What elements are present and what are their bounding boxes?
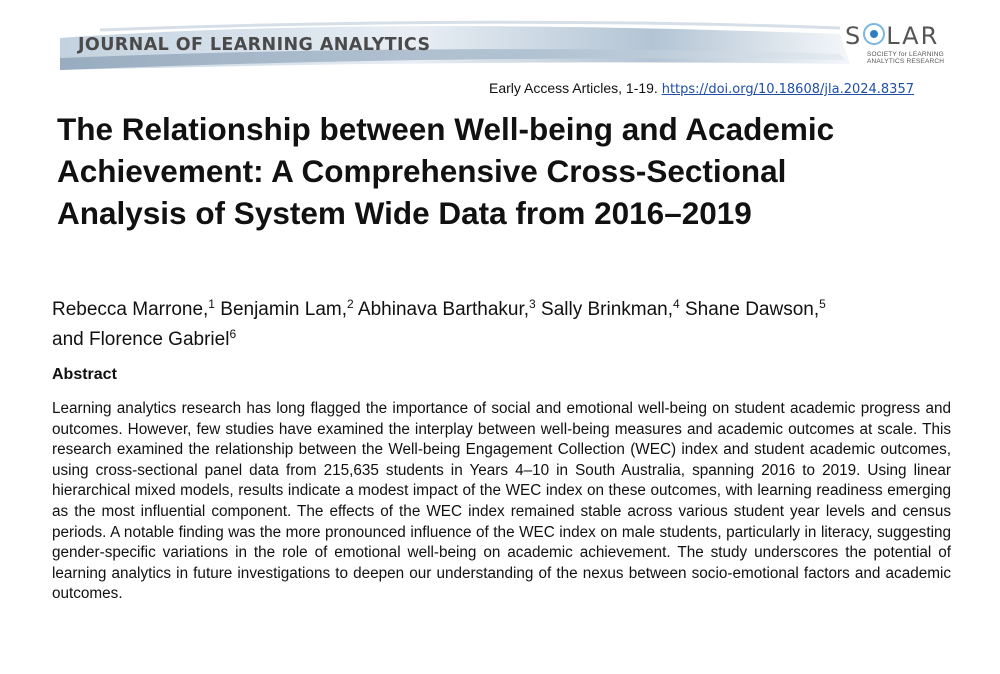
author: Shane Dawson, (684, 299, 820, 320)
abstract-heading: Abstract (52, 366, 117, 383)
affiliation-marker: 2 (347, 297, 354, 311)
solar-o-icon (863, 23, 885, 45)
author: Sally Brinkman, (541, 299, 674, 320)
abstract-body: Learning analytics research has long flagged the importance of social and emotional well-being on student academic progress and outcomes. However, few studies have examined the interplay between well-being measures and academic outcomes at scale. This research examined the relationship between the Well-being Engagement Collection (WEC) index and student academic outcomes, using cross-sectional panel data from 215,635 students in Years 4–10 in South Australia, spanning 2016 to 2019. Using linear hierarchical mixed models, results indicate a modest impact of the WEC index on these outcomes, with learning readiness emerging as the most influential component. The effects of the WEC index remained stable across various student year levels and census periods. A notable finding was the more pronounced influence of the WEC index on male students, particularly in literacy, suggesting gender-specific variations in the role of emotional well-being on academic achievement. The study underscores the potential of learning analytics in future investigations to deepen our understanding of the nexus between socio-emotional factors and academic outcomes. (52, 400, 951, 603)
journal-banner (60, 20, 960, 76)
affiliation-marker: 5 (819, 297, 826, 311)
solar-logo (845, 22, 960, 74)
author: Benjamin Lam, (220, 299, 347, 320)
author-list (52, 292, 952, 352)
author: and Florence Gabriel (52, 329, 230, 350)
journal-name: JOURNAL OF LEARNING ANALYTICS (78, 35, 431, 55)
citation-text: Early Access Articles, 1-19. (488, 80, 658, 96)
affiliation-marker: 3 (529, 297, 536, 311)
affiliation-marker: 1 (208, 297, 215, 311)
doi-link[interactable]: https://doi.org/10.18608/jla.2024.8357 (661, 82, 914, 97)
solar-logo-subtitle: SOCIETY for LEARNING ANALYTICS RESEARCH (867, 51, 945, 65)
citation-line (489, 80, 914, 97)
paper-title: The Relationship between Well-being and Academic Achievement: A Comprehensive Cross-Sectional Analysis of System Wide Data from 2016–2019 (57, 111, 835, 231)
author: Abhinava Barthakur, (357, 299, 530, 320)
affiliation-marker: 4 (673, 297, 680, 311)
author: Rebecca Marrone, (52, 299, 209, 320)
affiliation-marker: 6 (229, 327, 237, 341)
solar-logo-word: S LAR (845, 22, 940, 50)
